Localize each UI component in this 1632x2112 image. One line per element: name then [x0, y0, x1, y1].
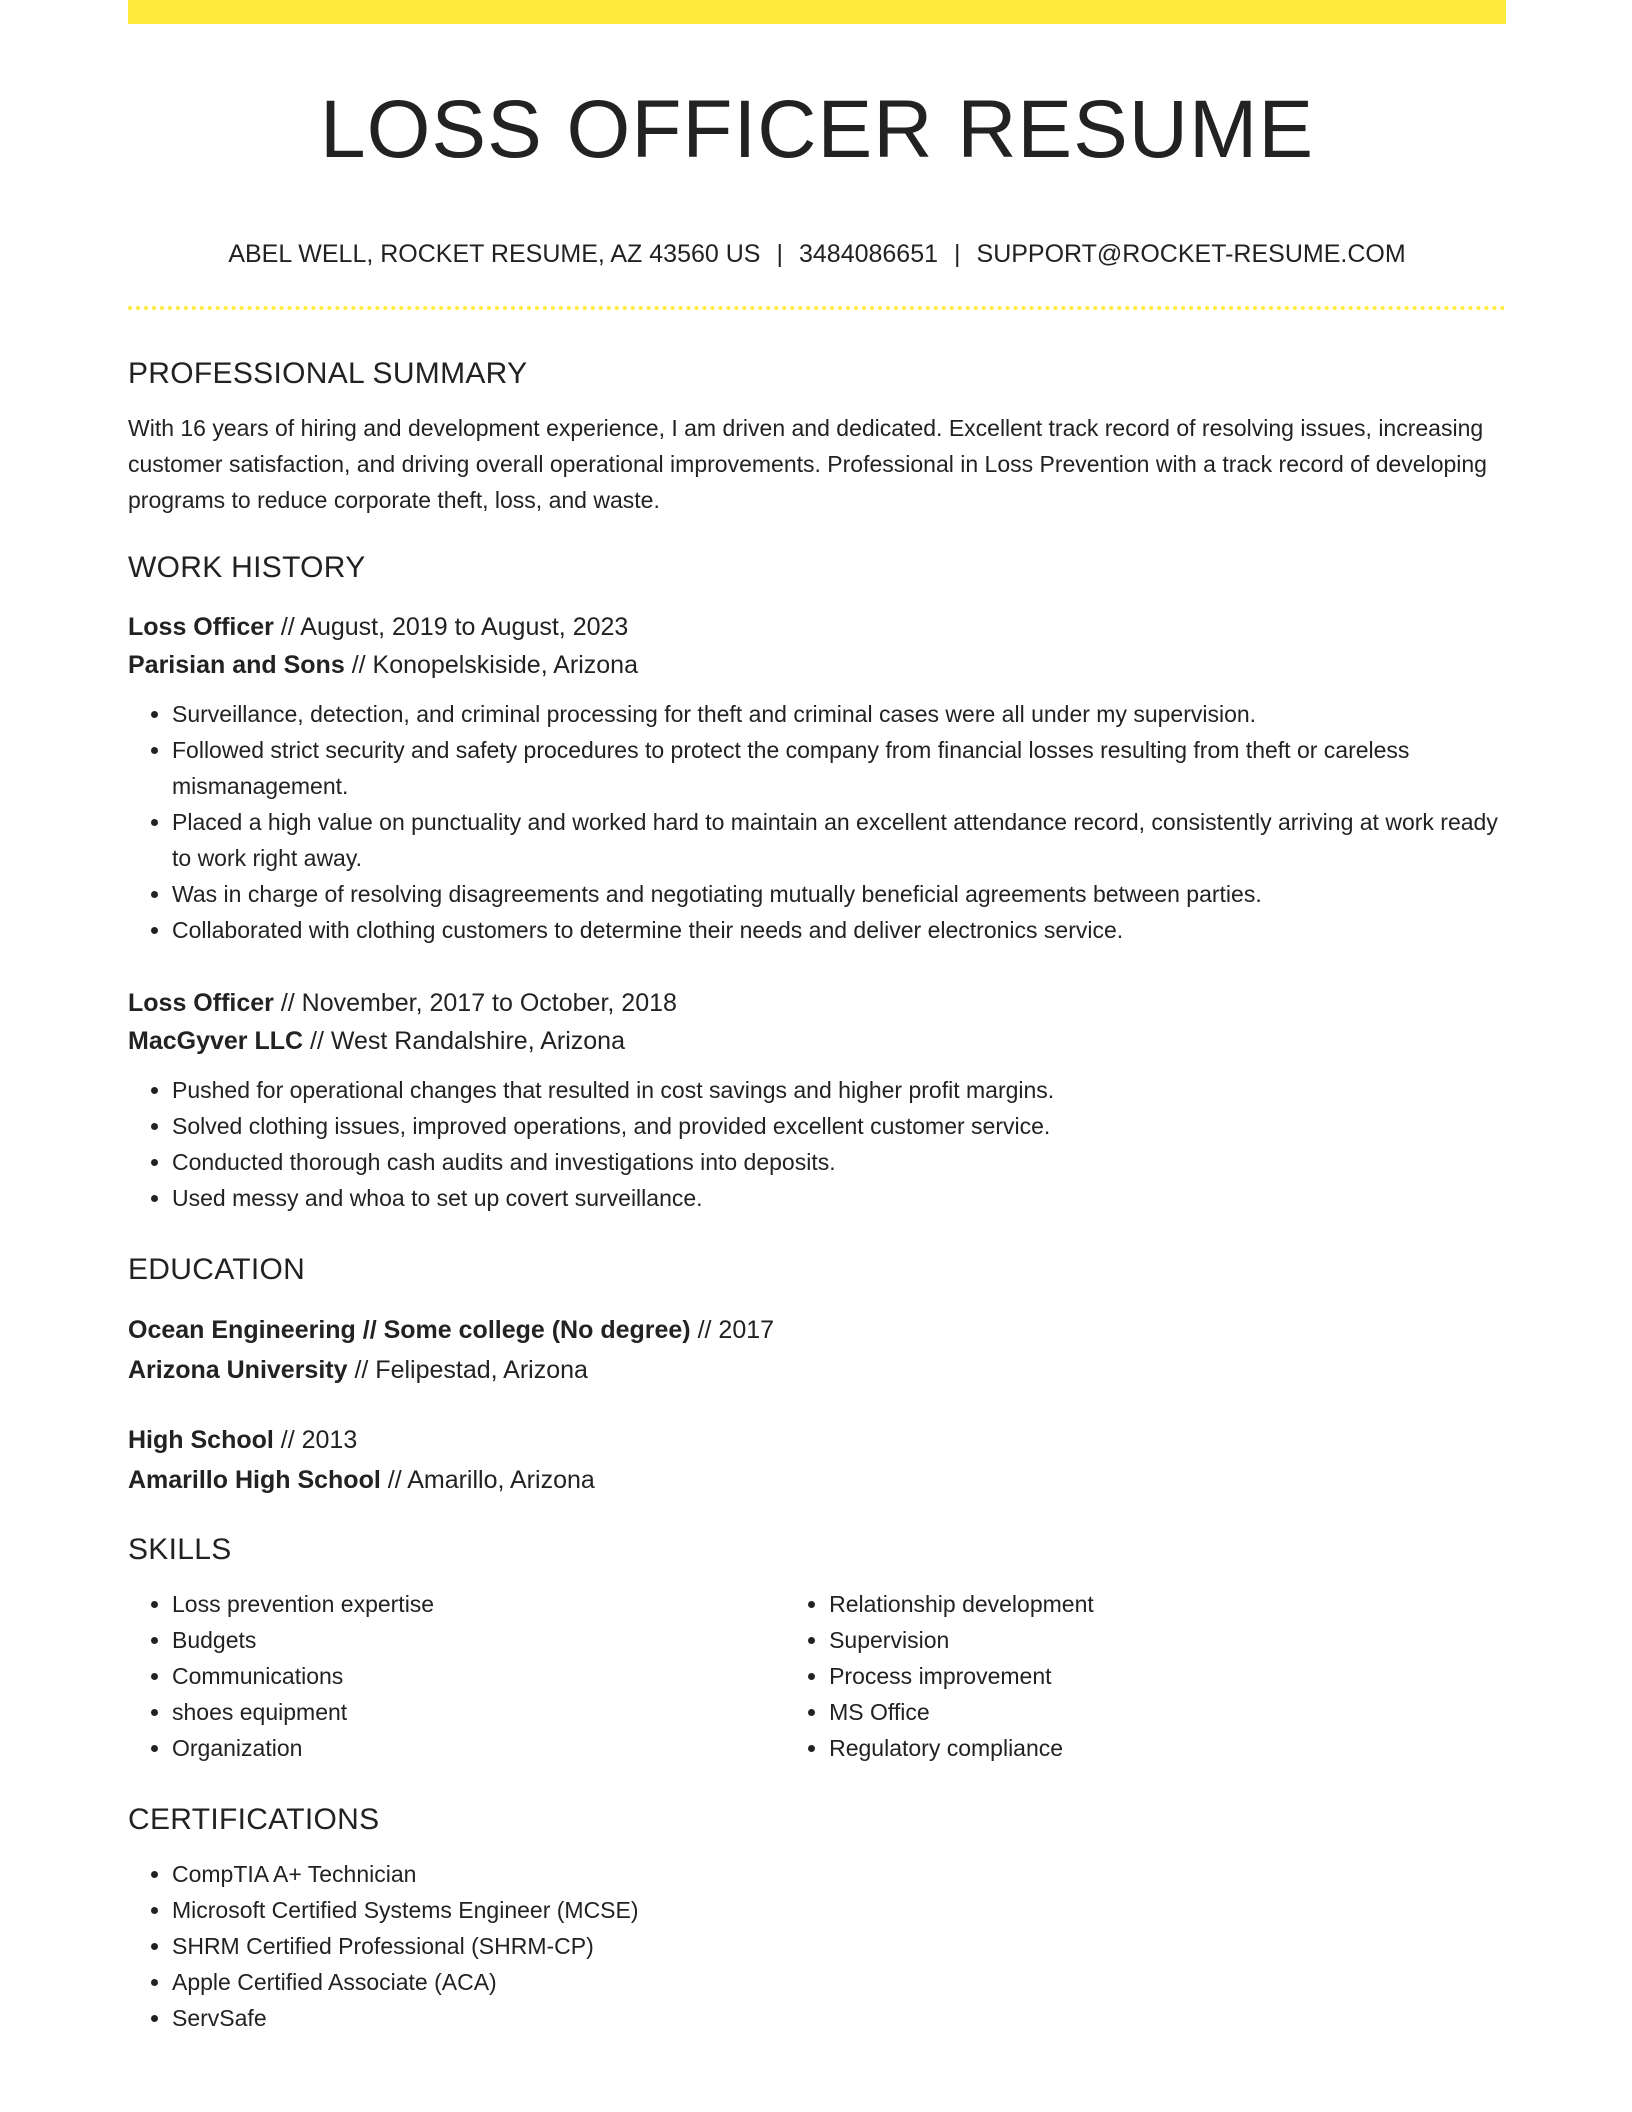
certification-item: • Apple Certified Associate (ACA): [172, 1964, 1506, 2000]
education-location: // Amarillo, Arizona: [380, 1466, 595, 1494]
skill-item: • Relationship development: [829, 1586, 1506, 1622]
skills-list-right: [785, 1586, 1506, 1766]
contact-email: SUPPORT@ROCKET-RESUME.COM: [976, 240, 1406, 268]
education-entry: [128, 1420, 1506, 1500]
job-bullet: • Followed strict security and safety procedures to protect the company from financial losses resulting from theft or careless mismanagement.: [172, 732, 1506, 804]
contact-separator: |: [954, 240, 961, 268]
skill-item: • Communications: [172, 1658, 785, 1694]
job-bullet: • Was in charge of resolving disagreements and negotiating mutually beneficial agreements between parties.: [172, 876, 1506, 912]
contact-address: ABEL WELL, ROCKET RESUME, AZ 43560 US: [228, 240, 761, 268]
skill-item: • Regulatory compliance: [829, 1730, 1506, 1766]
skill-item: • Organization: [172, 1730, 785, 1766]
summary-heading: PROFESSIONAL SUMMARY: [128, 357, 528, 390]
job-dates: // August, 2019 to August, 2023: [273, 613, 629, 641]
certification-item: • CompTIA A+ Technician: [172, 1856, 1506, 1892]
skill-item: • Loss prevention expertise: [172, 1586, 785, 1622]
contact-separator: |: [776, 240, 783, 268]
certifications-heading: CERTIFICATIONS: [128, 1803, 380, 1836]
job-bullet: • Used messy and whoa to set up covert surveillance.: [172, 1180, 1506, 1216]
job-company: MacGyver LLC: [128, 1027, 304, 1055]
job-bullet: • Conducted thorough cash audits and investigations into deposits.: [172, 1144, 1506, 1180]
contact-line: [128, 236, 1506, 272]
job-company-line: [128, 1022, 1506, 1060]
skill-item: • Budgets: [172, 1622, 785, 1658]
education-location: // Felipestad, Arizona: [347, 1356, 588, 1384]
education-degree-line: [128, 1420, 1506, 1460]
education-entry: [128, 1310, 1506, 1390]
summary-text: With 16 years of hiring and development experience, I am driven and dedicated. Excellent track record of resolving issues, increasing customer satisfaction, and driving overall operational improvements. Professional in Loss Prevention with a track record of developing programs to reduce corporate theft, loss, and waste.: [128, 415, 1487, 513]
education-school-line: [128, 1350, 1506, 1390]
education-section: [128, 1250, 1506, 1500]
skill-item: • Process improvement: [829, 1658, 1506, 1694]
job-title-line: [128, 984, 1506, 1022]
summary-section: [128, 354, 1506, 518]
skill-item: • Supervision: [829, 1622, 1506, 1658]
education-year: // 2013: [273, 1426, 358, 1454]
education-degree: Ocean Engineering // Some college (No degree): [128, 1316, 691, 1344]
education-degree: High School: [128, 1426, 274, 1454]
skills-section: [128, 1530, 1506, 1766]
job-bullets: [128, 696, 1506, 948]
education-school-line: [128, 1460, 1506, 1500]
education-school: Amarillo High School: [128, 1466, 381, 1494]
job-bullet: • Surveillance, detection, and criminal processing for theft and criminal cases were all under my supervision.: [172, 696, 1506, 732]
education-degree-line: [128, 1310, 1506, 1350]
job-bullets: [128, 1072, 1506, 1216]
job-company: Parisian and Sons: [128, 651, 345, 679]
education-heading: EDUCATION: [128, 1253, 306, 1286]
job-entry: [128, 984, 1506, 1216]
job-bullet: • Collaborated with clothing customers to determine their needs and deliver electronics service.: [172, 912, 1506, 948]
accent-top-bar: [128, 0, 1506, 24]
job-company-line: [128, 646, 1506, 684]
certification-item: • SHRM Certified Professional (SHRM-CP): [172, 1928, 1506, 1964]
skills-heading: SKILLS: [128, 1533, 232, 1566]
job-title: Loss Officer: [128, 989, 274, 1017]
job-bullet: • Pushed for operational changes that resulted in cost savings and higher profit margins.: [172, 1072, 1506, 1108]
work-history-section: [128, 548, 1506, 1216]
job-bullet: • Solved clothing issues, improved operations, and provided excellent customer service.: [172, 1108, 1506, 1144]
education-school: Arizona University: [128, 1356, 348, 1384]
job-title: Loss Officer: [128, 613, 274, 641]
job-entry: [128, 608, 1506, 948]
skill-item: • MS Office: [829, 1694, 1506, 1730]
job-bullet: • Placed a high value on punctuality and worked hard to maintain an excellent attendance record, consistently arriving at work ready to work right away.: [172, 804, 1506, 876]
job-dates: // November, 2017 to October, 2018: [273, 989, 677, 1017]
dotted-divider: [128, 306, 1506, 310]
skill-item: • shoes equipment: [172, 1694, 785, 1730]
resume-body: [128, 354, 1506, 2036]
skills-list-left: [128, 1586, 785, 1766]
job-location: // Konopelskiside, Arizona: [344, 651, 638, 679]
job-title-line: [128, 608, 1506, 646]
certifications-list: [128, 1856, 1506, 2036]
job-location: // West Randalshire, Arizona: [303, 1027, 625, 1055]
education-year: // 2017: [690, 1316, 775, 1344]
certification-item: • ServSafe: [172, 2000, 1506, 2036]
resume-title: LOSS OFFICER RESUME: [319, 84, 1315, 175]
certifications-section: [128, 1800, 1506, 2036]
work-history-heading: WORK HISTORY: [128, 551, 366, 584]
certification-item: • Microsoft Certified Systems Engineer (MCSE): [172, 1892, 1506, 1928]
contact-phone: 3484086651: [798, 240, 939, 268]
skills-grid: [128, 1586, 1506, 1766]
